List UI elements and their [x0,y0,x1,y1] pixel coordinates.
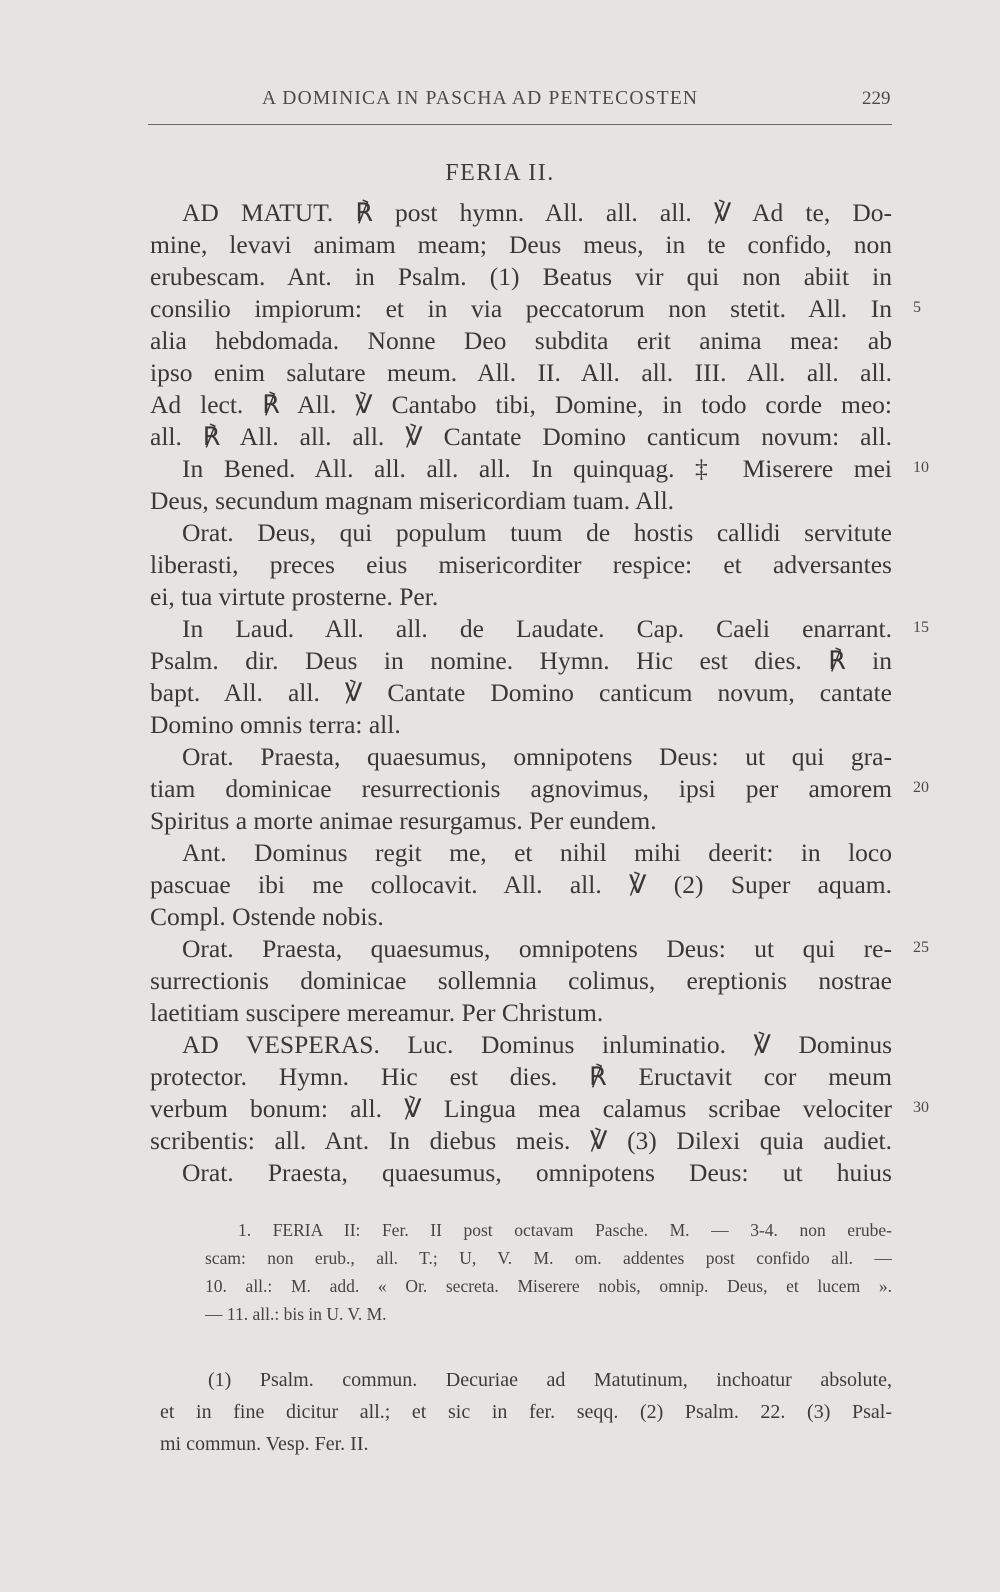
page-number: 229 [862,88,891,109]
text-line: AD VESPERAS. Luc. Dominus inluminatio. ℣ Dominus [182,1030,892,1059]
text-line: Orat. Praesta, quaesumus, omnipotens Deus: ut qui re- [182,934,892,963]
text-line: In Bened. All. all. all. all. In quinquag. ‡ Miserere mei [182,454,892,483]
text-line: mine, levavi animam meam; Deus meus, in te confido, non [150,230,892,259]
running-head: A DOMINICA IN PASCHA AD PENTECOSTEN [262,88,699,109]
text-line: Ant. Dominus regit me, et nihil mihi deerit: in loco [182,838,892,867]
text-line: consilio impiorum: et in via peccatorum non stetit. All. In [150,294,892,323]
apparatus-line: scam: non erub., all. T.; U, V. M. om. addentes post confido all. — [205,1248,892,1268]
line-number: 15 [913,619,929,636]
text-line: erubescam. Ant. in Psalm. (1) Beatus vir qui non abiit in [150,262,892,291]
footnote-line: (1) Psalm. commun. Decuriae ad Matutinum, inchoatur absolute, [208,1369,892,1391]
text-line: Compl. Ostende nobis. [150,902,384,931]
text-line: Domino omnis terra: all. [150,710,401,739]
line-number: 10 [913,459,929,476]
apparatus-line: 1. FERIA II: Fer. II post octavam Pasche. M. — 3-4. non erube- [238,1220,892,1240]
text-line: alia hebdomada. Nonne Deo subdita erit anima mea: ab [150,326,892,355]
text-line: verbum bonum: all. ℣ Lingua mea calamus scribae velociter [150,1094,892,1123]
text-line: Psalm. dir. Deus in nomine. Hymn. Hic est dies. ℟ in [150,646,892,675]
line-number: 20 [913,779,929,796]
text-line: laetitiam suscipere mereamur. Per Christum. [150,998,604,1027]
text-line: tiam dominicae resurrectionis agnovimus, ipsi per amorem [150,774,892,803]
text-line: scribentis: all. Ant. In diebus meis. ℣ (3) Dilexi quia audiet. [150,1126,892,1155]
text-line: protector. Hymn. Hic est dies. ℟ Eructavit cor meum [150,1062,892,1091]
line-number: 25 [913,939,929,956]
text-line: AD MATUT. ℟ post hymn. All. all. all. ℣ Ad te, Do- [182,198,892,227]
text-line: ipso enim salutare meum. All. II. All. all. III. All. all. all. [150,358,892,387]
text-line: Spiritus a morte animae resurgamus. Per eundem. [150,806,657,835]
section-title: FERIA II. [445,160,555,186]
text-line: surrectionis dominicae sollemnia colimus, ereptionis nostrae [150,966,892,995]
text-line: all. ℟ All. all. all. ℣ Cantate Domino canticum novum: all. [150,422,892,451]
text-line: In Laud. All. all. de Laudate. Cap. Caeli enarrant. [182,614,892,643]
header-rule [148,124,892,125]
text-line: Orat. Deus, qui populum tuum de hostis callidi servitute [182,518,892,547]
text-line: Ad lect. ℟ All. ℣ Cantabo tibi, Domine, in todo corde meo: [150,390,892,419]
text-line: Deus, secundum magnam misericordiam tuam. All. [150,486,675,515]
text-line: Orat. Praesta, quaesumus, omnipotens Deus: ut huius [182,1158,892,1187]
text-line: bapt. All. all. ℣ Cantate Domino canticum novum, cantate [150,678,892,707]
footnote-line: mi commun. Vesp. Fer. II. [160,1433,369,1455]
text-line: pascuae ibi me collocavit. All. all. ℣ (2) Super aquam. [150,870,892,899]
text-line: Orat. Praesta, quaesumus, omnipotens Deus: ut qui gra- [182,742,892,771]
line-number: 30 [913,1099,929,1116]
text-line: ei, tua virtute prosterne. Per. [150,582,439,611]
line-number: 5 [913,299,921,316]
footnote-line: et in fine dicitur all.; et sic in fer. seqq. (2) Psalm. 22. (3) Psal- [160,1401,892,1423]
apparatus-line: 10. all.: M. add. « Or. secreta. Miserere nobis, omnip. Deus, et lucem ». [205,1276,892,1296]
apparatus-line: — 11. all.: bis in U. V. M. [205,1304,387,1324]
text-line: liberasti, preces eius misericorditer respice: et adversantes [150,550,892,579]
